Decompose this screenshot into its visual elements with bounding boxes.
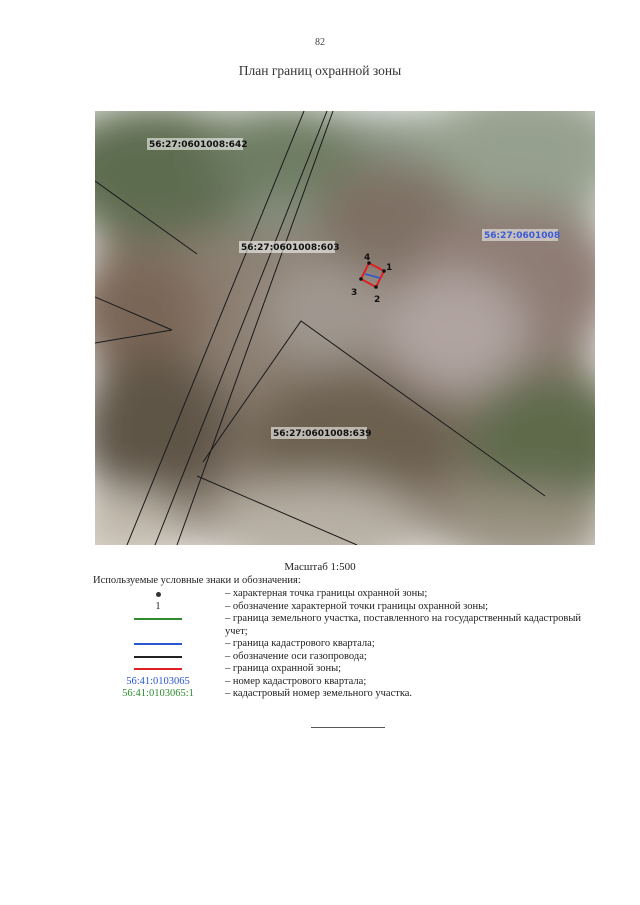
legend-desc: – номер кадастрового квартала;	[225, 675, 367, 687]
point-label-2: 2	[374, 295, 381, 305]
legend-desc: – кадастровый номер земельного участка.	[225, 688, 413, 699]
page-number: 82	[315, 37, 325, 48]
legend-desc: – граница кадастрового квартала;	[225, 638, 375, 649]
parcel-label-603: 56:27:0601008:603	[241, 243, 340, 253]
legend-item-quarter-boundary	[93, 638, 603, 651]
legend	[93, 588, 603, 701]
point-label-1: 1	[386, 263, 393, 273]
legend-desc: – обозначение оси газопровода;	[225, 650, 367, 662]
legend-desc: – характерная точка границы охранной зоны;	[225, 588, 428, 599]
legend-item-quarter-number	[93, 676, 603, 689]
legend-item-parcel-boundary	[93, 613, 603, 638]
legend-symbol-quarter-number: 56:41:0103065	[126, 675, 190, 687]
green-line-icon	[134, 618, 182, 620]
legend-title: Используемые условные знаки и обозначения:	[93, 575, 301, 586]
legend-desc: – обозначение характерной точки границы охранной зоны;	[225, 600, 489, 612]
quarter-label: 56:27:0601008	[484, 231, 561, 241]
red-line-icon	[134, 668, 182, 670]
parcel-label-642: 56:27:0601008:642	[149, 140, 248, 150]
legend-item-gas-axis	[93, 651, 603, 664]
legend-item-point-label	[93, 601, 603, 614]
legend-item-parcel-number	[93, 688, 603, 701]
legend-item-point	[93, 588, 603, 601]
aerial-photo	[95, 111, 595, 545]
page-title: План границ охранной зоны	[238, 63, 402, 78]
legend-desc: – граница земельного участка, поставленного на государственный кадастровый учет;	[225, 613, 582, 637]
legend-desc: – граница охранной зоны;	[225, 663, 342, 674]
legend-symbol-parcel-number: 56:41:0103065:1	[122, 688, 194, 699]
point-label-4: 4	[364, 253, 371, 263]
parcel-label-639: 56:27:0601008:639	[273, 429, 372, 439]
blue-line-icon	[134, 643, 182, 645]
black-line-icon	[134, 656, 182, 658]
point-dot-icon	[156, 592, 161, 597]
legend-symbol-text: 1	[155, 600, 161, 612]
point-label-3: 3	[351, 288, 358, 298]
cadastral-map	[95, 111, 595, 545]
legend-item-zone-boundary	[93, 663, 603, 676]
map-canvas	[95, 111, 595, 545]
footer-divider	[311, 727, 385, 728]
map-scale: Масштаб 1:500	[284, 561, 356, 573]
